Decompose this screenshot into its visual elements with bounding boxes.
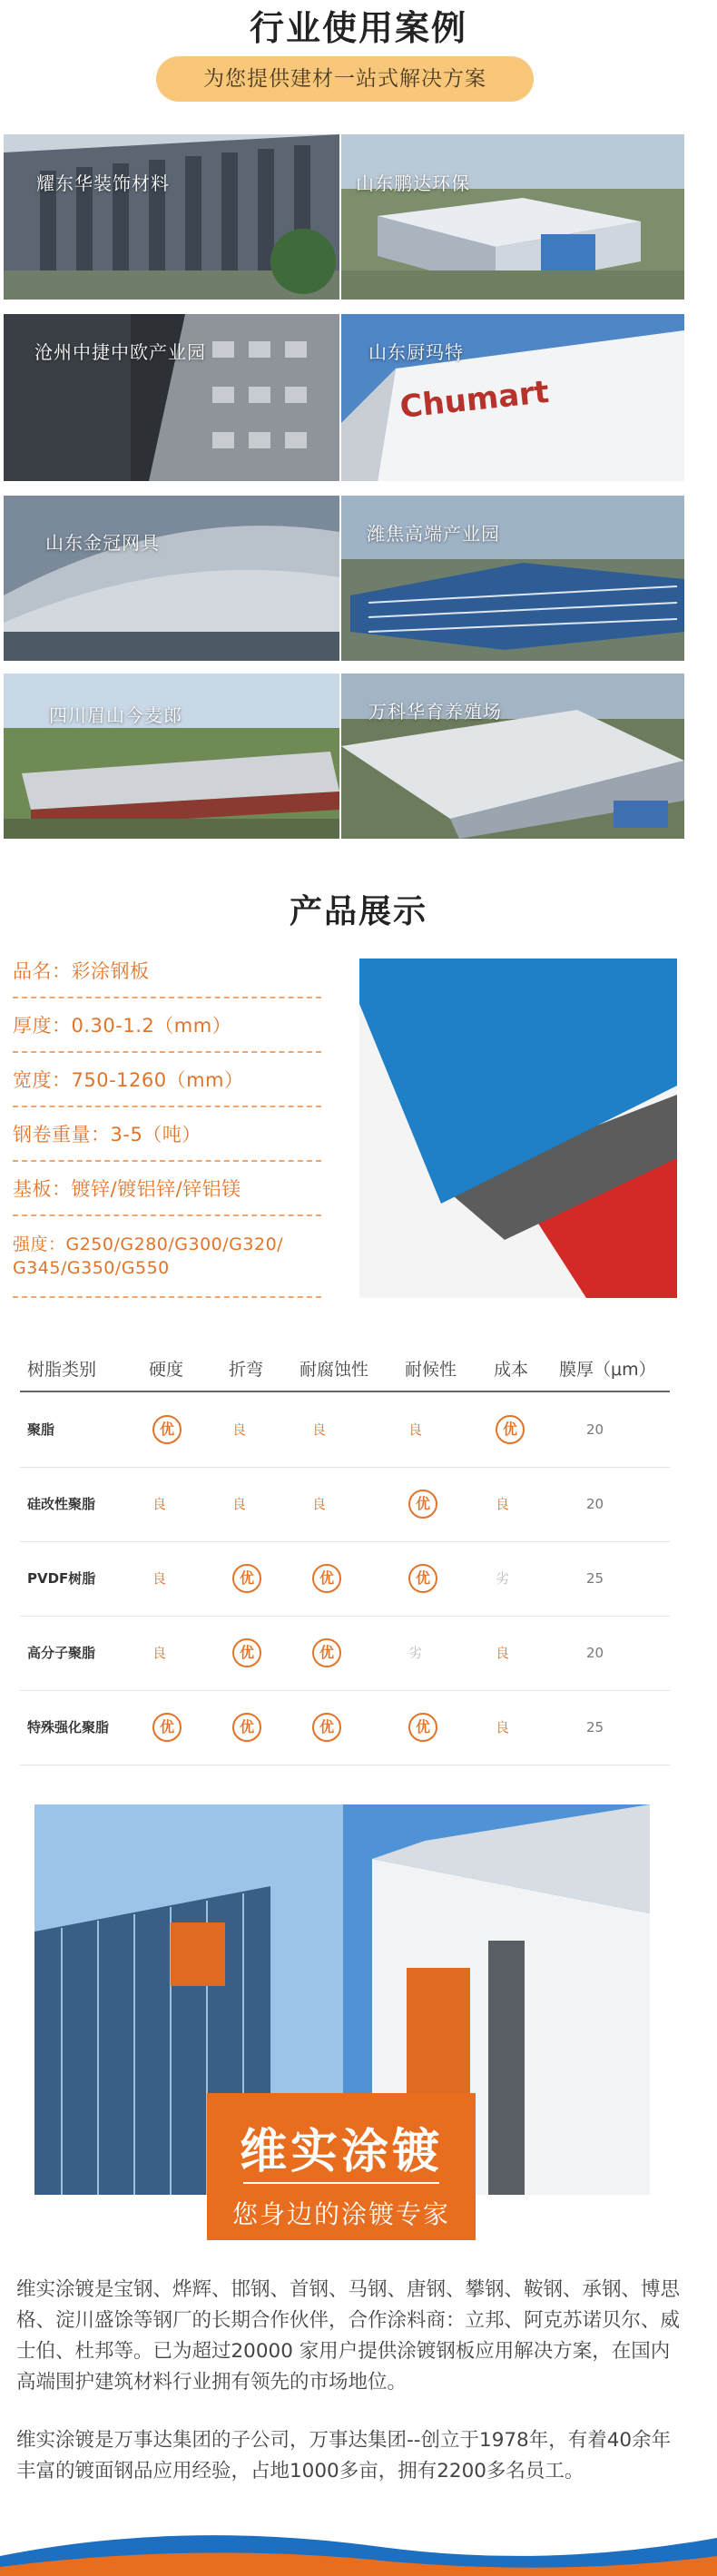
rating-value: 良 xyxy=(232,1421,247,1438)
rating-cell xyxy=(496,1616,509,1690)
table-row xyxy=(20,1467,670,1541)
table-row xyxy=(20,1392,670,1467)
case-card-1[interactable] xyxy=(4,134,339,300)
spec-strength-2: G345/G350/G550 xyxy=(13,1258,170,1278)
resin-name-cell: 特殊强化聚脂 xyxy=(27,1719,110,1735)
brand-divider xyxy=(243,2182,439,2184)
spec-divider xyxy=(13,1160,321,1162)
cases-title: 行业使用案例 xyxy=(249,8,467,48)
rating-value: 优 xyxy=(312,1638,341,1667)
rating-cell xyxy=(152,1467,166,1541)
about-paragraph-2: 维实涂镀是万事达集团的子公司，万事达集团--创立于1978年，有着40余年丰富的镀面钢品应用经验，占地1000多亩，拥有2200多名员工。 xyxy=(16,2429,672,2483)
case-photo-5 xyxy=(4,496,339,661)
case-card-6[interactable] xyxy=(341,496,684,661)
rating-value: 良 xyxy=(496,1719,510,1735)
case-card-8[interactable] xyxy=(341,673,684,839)
spec-strength-1: 强度：G250/G280/G300/G320/ xyxy=(13,1234,284,1254)
rating-value: 良 xyxy=(408,1421,423,1438)
rating-value: 劣 xyxy=(496,1570,510,1587)
case-card-2[interactable] xyxy=(341,134,684,300)
film-thickness-cell: 25 xyxy=(586,1570,604,1587)
spec-coil-weight: 钢卷重量：3-5（吨） xyxy=(13,1124,201,1145)
rating-value: 良 xyxy=(232,1496,247,1512)
table-row xyxy=(20,1616,670,1690)
rating-cell xyxy=(312,1392,326,1467)
product-panel-image xyxy=(359,959,677,1298)
case-label-6: 潍焦高端产业园 xyxy=(367,523,500,545)
rating-cell xyxy=(152,1392,182,1467)
spec-divider xyxy=(13,1051,321,1053)
case-card-5[interactable] xyxy=(4,496,339,661)
rating-cell xyxy=(232,1690,261,1765)
th-bending: 折弯 xyxy=(229,1360,264,1380)
rating-cell xyxy=(152,1541,166,1616)
th-resin: 树脂类别 xyxy=(27,1360,97,1380)
cases-subtitle-pill: 为您提供建材一站式解决方案 xyxy=(156,56,534,102)
spec-name: 品名：彩涂钢板 xyxy=(13,960,150,982)
case-label-1: 耀东华装饰材料 xyxy=(36,172,170,194)
spec-substrate: 基板：镀锌/镀铝锌/锌铝镁 xyxy=(13,1178,241,1200)
rating-cell xyxy=(312,1690,341,1765)
rating-value: 优 xyxy=(408,1713,437,1742)
th-cost: 成本 xyxy=(494,1360,529,1380)
product-title: 产品展示 xyxy=(289,893,427,930)
rating-cell xyxy=(408,1392,422,1467)
resin-table-header xyxy=(20,1356,670,1392)
building-sign-text: Chumart xyxy=(398,373,551,426)
rating-value: 优 xyxy=(408,1490,437,1519)
film-thickness-cell: 20 xyxy=(586,1645,604,1661)
rating-cell xyxy=(312,1616,341,1690)
resin-name-cell: 聚脂 xyxy=(27,1421,55,1438)
rating-value: 优 xyxy=(232,1713,261,1742)
rating-cell xyxy=(312,1541,341,1616)
film-thickness-cell: 20 xyxy=(586,1496,604,1512)
case-label-2: 山东鹏达环保 xyxy=(356,172,470,194)
rating-cell xyxy=(232,1467,246,1541)
resin-name-cell: 硅改性聚脂 xyxy=(27,1496,96,1512)
rating-value: 优 xyxy=(408,1564,437,1593)
th-weather: 耐候性 xyxy=(405,1360,457,1380)
rating-cell xyxy=(408,1690,437,1765)
rating-value: 良 xyxy=(312,1421,327,1438)
case-label-7: 四川眉山今麦郎 xyxy=(49,704,182,726)
rating-value: 良 xyxy=(312,1496,327,1512)
rating-value: 优 xyxy=(496,1415,525,1444)
case-photo-7 xyxy=(4,673,339,839)
case-label-3: 沧州中捷中欧产业园 xyxy=(34,341,206,363)
rating-cell xyxy=(232,1616,261,1690)
case-photo-1 xyxy=(4,134,339,300)
table-row xyxy=(20,1690,670,1765)
case-photo-2 xyxy=(341,134,684,300)
rating-value: 优 xyxy=(312,1564,341,1593)
case-card-4[interactable] xyxy=(341,314,684,481)
rating-value: 劣 xyxy=(408,1645,423,1661)
spec-divider xyxy=(13,997,321,998)
rating-cell xyxy=(152,1616,166,1690)
brand-slogan: 您身边的涂镀专家 xyxy=(231,2199,450,2229)
color-panels-graphic xyxy=(359,959,677,1298)
brand-logo-box xyxy=(207,2093,476,2240)
table-row xyxy=(20,1541,670,1616)
about-paragraph-1: 维实涂镀是宝钢、烨辉、邯钢、首钢、马钢、唐钢、攀钢、鞍钢、承钢、博思格、淀川盛馀等钢厂的长期合作伙伴，合作涂料商：立邦、阿克苏诺贝尔、威士伯、杜邦等。已为超过20000 家用户提供涂镀钢板应用解决方案，在国内高端围护建筑材料行业拥有领先的市场地位。 xyxy=(16,2278,681,2394)
resin-name-cell: PVDF树脂 xyxy=(27,1570,96,1587)
rating-value: 优 xyxy=(152,1713,182,1742)
case-label-8: 万科华育养殖场 xyxy=(368,701,502,723)
brand-name: 维实涂镀 xyxy=(239,2125,443,2179)
case-card-3[interactable] xyxy=(4,314,339,481)
rating-value: 良 xyxy=(152,1496,167,1512)
th-thickness: 膜厚（μm） xyxy=(559,1360,656,1380)
spec-thickness: 厚度：0.30-1.2（mm） xyxy=(13,1015,232,1037)
case-label-5: 山东金冠网具 xyxy=(45,532,160,554)
rating-value: 良 xyxy=(496,1645,510,1661)
brand-banner xyxy=(34,1804,650,2229)
bottom-wave-decoration xyxy=(0,2520,717,2576)
rating-value: 良 xyxy=(152,1645,167,1661)
rating-cell xyxy=(232,1541,261,1616)
rating-cell xyxy=(408,1541,437,1616)
rating-value: 优 xyxy=(312,1713,341,1742)
resin-name-cell: 高分子聚脂 xyxy=(27,1645,96,1661)
case-card-7[interactable] xyxy=(4,673,339,839)
th-corrosion: 耐腐蚀性 xyxy=(300,1360,369,1380)
rating-cell xyxy=(312,1467,326,1541)
rating-cell xyxy=(496,1392,525,1467)
rating-cell xyxy=(232,1392,246,1467)
rating-cell xyxy=(496,1467,509,1541)
case-label-4: 山东厨玛特 xyxy=(368,341,464,363)
rating-cell xyxy=(408,1467,437,1541)
rating-value: 良 xyxy=(152,1570,167,1587)
spec-divider xyxy=(13,1214,321,1216)
rating-value: 优 xyxy=(232,1564,261,1593)
rating-value: 优 xyxy=(232,1638,261,1667)
spec-width: 宽度：750-1260（mm） xyxy=(13,1069,244,1091)
rating-cell xyxy=(496,1690,509,1765)
rating-value: 良 xyxy=(496,1496,510,1512)
rating-cell xyxy=(152,1690,182,1765)
rating-cell xyxy=(496,1541,509,1616)
film-thickness-cell: 20 xyxy=(586,1421,604,1438)
rating-cell xyxy=(408,1616,422,1690)
spec-divider xyxy=(13,1296,321,1298)
spec-divider xyxy=(13,1106,321,1107)
th-hardness: 硬度 xyxy=(149,1360,184,1380)
rating-value: 优 xyxy=(152,1415,182,1444)
film-thickness-cell: 25 xyxy=(586,1719,604,1735)
